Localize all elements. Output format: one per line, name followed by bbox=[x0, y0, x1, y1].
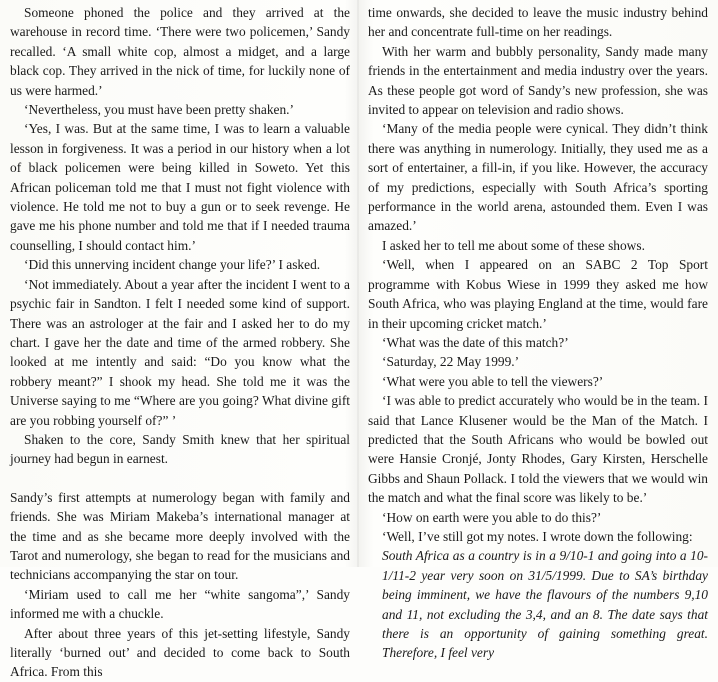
paragraph: ‘Yes, I was. But at the same time, I was to learn a valuable lesson in forgiveness. It was a period in our history when a lot of black policemen were being killed in Soweto. Yet this African policeman told me that I must not fight violence with violence. He told me not to buy a gun or to seek revenge. He gave me his phone number and told me that if I needed trauma counselling, I should contact him.’ bbox=[10, 121, 350, 253]
paragraph: ‘Many of the media people were cynical. They didn’t think there was anything in numerology. Initially, they used me as a sort of entertainer, a fill-in, if you like. However, the accuracy of my predictions, especially with South Africa’s sporting performance in the world arena, astounded them. Even I was amazed.’ bbox=[368, 121, 708, 234]
paragraph: ‘Miriam used to call me her “white sangoma”,’ Sandy informed me with a chuckle. bbox=[10, 586, 350, 622]
paragraph: ‘What were you able to tell the viewers?’ bbox=[382, 373, 604, 389]
paragraph-continuation: time onwards, she decided to leave the music industry behind her and concentrate full-time on her readings. bbox=[368, 5, 708, 40]
paragraph: I asked her to tell me about some of these shows. bbox=[382, 237, 645, 253]
italic-quote-block: South Africa as a country is in a 9/10-1 and going into a 10-1/11-2 year very soon on 31/5/1999. Due to SA’s birthday being imminent, we have the flavours of the numbers 9,10 and 11, not excluding the 3,4, and an 8. The date says that there is an opportunity of gaining something great. Therefore, I feel very bbox=[382, 548, 708, 661]
section-paragraph: Sandy’s first attempts at numerology began with family and friends. She was Miriam Makeba’s international manager at the time and as she became more deeply involved with the Tarot and numerology, she began to read for the musicians and technicians accompanying the star on tour. bbox=[10, 489, 350, 583]
paragraph: ‘How on earth were you able to do this?’ bbox=[382, 509, 602, 525]
paragraph: With her warm and bubbly personality, Sandy made many friends in the entertainment and media industry over the years. As these people got word of Sandy’s new profession, she was invited to appear on television and radio shows. bbox=[368, 43, 708, 118]
paragraph: ‘Well, when I appeared on an SABC 2 Top Sport programme with Kobus Wiese in 1999 they asked me how South Africa, who was playing England at the time, would fare in their upcoming cricket match.’ bbox=[368, 257, 708, 331]
paragraph: After about three years of this jet-setting lifestyle, Sandy literally ‘burned out’ and decided to come back to South Africa. From this bbox=[10, 625, 350, 680]
paragraph: ‘What was the date of this match?’ bbox=[382, 334, 569, 350]
page-gutter bbox=[357, 0, 359, 567]
paragraph: ‘I was able to predict accurately who would be in the team. I said that Lance Klusener would be the Man of the Match. I predicted that the South Africans who would be bowled out were Hansie Cronjé, Jonty Rhodes, Gary Kirsten, Herschelle Gibbs and Shaun Pollack. I told the viewers that we would win the match and what the final score was likely to be.’ bbox=[368, 393, 708, 506]
paragraph: ‘Not immediately. About a year after the incident I went to a psychic fair in Sandton. I felt I needed some kind of support. There was an astrologer at the fair and I asked her to do my chart. I gave her the date and time of the armed robbery. She looked at me intently and said: “Do you know what the robbery meant?” I shook my head. She told me it was the Universe saying to me “Where are you going? What divine gift are you robbing yourself of?” ’ bbox=[10, 276, 350, 428]
paragraph: ‘Nevertheless, you must have been pretty shaken.’ bbox=[24, 102, 294, 118]
paragraph: ‘Did this unnerving incident change your life?’ I asked. bbox=[24, 257, 321, 273]
paragraph: ‘Well, I’ve still got my notes. I wrote down the following: bbox=[382, 528, 693, 544]
right-page-column bbox=[368, 3, 708, 663]
paragraph: Someone phoned the police and they arrived at the warehouse in record time. ‘There were two policemen,’ Sandy recalled. ‘A small white cop, almost a midget, and a large black cop. They arrived in the nick of time, for luckily none of us were harmed.’ bbox=[10, 5, 350, 98]
paragraph: Shaken to the core, Sandy Smith knew that her spiritual journey had begun in earnest. bbox=[10, 431, 350, 467]
left-page-column bbox=[10, 3, 350, 682]
paragraph: ‘Saturday, 22 May 1999.’ bbox=[382, 354, 520, 370]
